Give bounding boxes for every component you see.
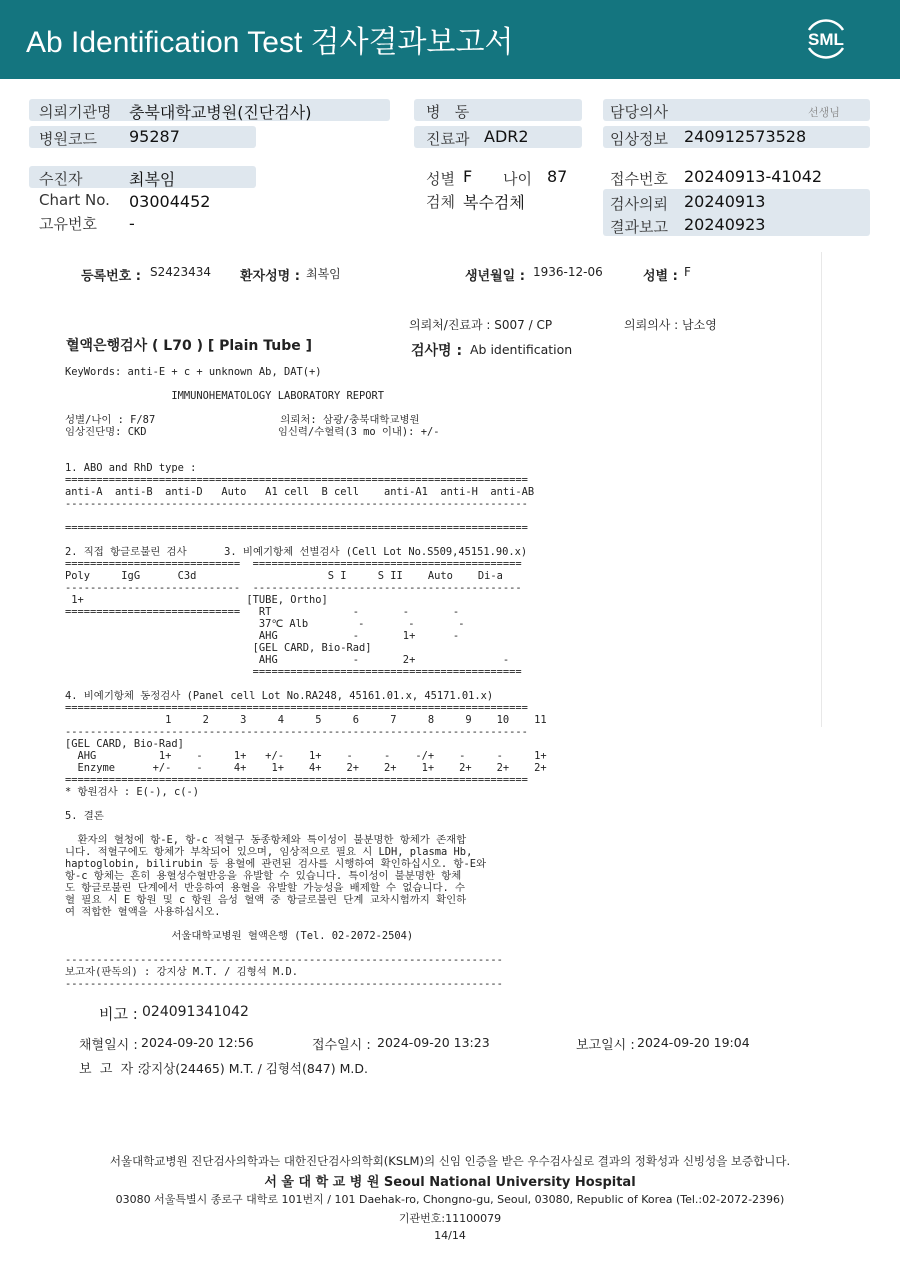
- collected-label: 채혈일시 :: [79, 1038, 138, 1053]
- footer-hospital-name: 서 울 대 학 교 병 원 Seoul National University Hospital: [264, 1175, 636, 1190]
- dept-label: 진료과: [426, 130, 470, 148]
- sex-value: F: [463, 167, 473, 186]
- unique-label: 고유번호: [39, 215, 97, 233]
- report-divider: [821, 252, 822, 727]
- rsex-value: F: [684, 265, 691, 279]
- report-line: KeyWords: anti-E + c + unknown Ab, DAT(+): [65, 366, 322, 378]
- report-line: 혈 필요 시 E 항원 및 c 항원 음성 혈액 중 항글로불린 단계 교차시험까지 확인하: [65, 894, 467, 906]
- patient-value: 최복임: [129, 170, 176, 189]
- test-title: 혈액은행검사 ( L70 ) [ Plain Tube ]: [66, 338, 313, 354]
- page-title: Ab Identification Test 검사결과보고서: [26, 26, 514, 59]
- clinical-label: 임상정보: [610, 130, 668, 148]
- age-value: 87: [547, 167, 568, 186]
- collected-value: 2024-09-20 12:56: [141, 1035, 254, 1050]
- report-line: AHG - 1+ -: [65, 630, 460, 642]
- request-value: 20240913: [684, 192, 766, 211]
- report-line: [GEL CARD, Bio-Rad]: [65, 738, 184, 750]
- report-line: ===========================================: [65, 666, 522, 678]
- report-line: [GEL CARD, Bio-Rad]: [65, 642, 372, 654]
- report-line: IMMUNOHEMATOLOGY LABORATORY REPORT: [65, 390, 385, 402]
- report-line: anti-A anti-B anti-D Auto A1 cell B cell anti-A1 anti-H anti-AB: [65, 486, 535, 498]
- report-line: 니다. 적혈구에도 항체가 부착되어 있으며, 임상적으로 필요 시 LDH, plasma Hb,: [65, 846, 473, 858]
- footer-certification: 서울대학교병원 진단검사의학과는 대한진단검사의학회(KSLM)의 신임 인증을 받은 우수검사실로 결과의 정확성과 신빙성을 보증합니다.: [109, 1154, 791, 1168]
- patient-label: 수진자: [39, 170, 83, 188]
- report-line: AHG 1+ - 1+ +/- 1+ - - -/+ - - 1+: [65, 750, 547, 762]
- chart-value: 03004452: [129, 192, 211, 211]
- report-line: Enzyme +/- - 4+ 1+ 4+ 2+ 2+ 1+ 2+ 2+ 2+: [65, 762, 547, 774]
- hospital-code-label: 병원코드: [39, 130, 97, 148]
- report-line: 4. 비예기항체 동정검사 (Panel cell Lot No.RA248, 45161.01.x, 45171.01.x): [65, 690, 494, 702]
- test-name-label: 검사명 :: [411, 343, 463, 359]
- reg-label: 등록번호 :: [81, 269, 141, 284]
- report-line: 항-c 항체는 흔히 용혈성수혈반응을 유발할 수 있습니다. 특이성이 불분명한 항체: [65, 870, 462, 882]
- report-line: ==========================================================================: [65, 522, 528, 534]
- received-label: 접수일시 :: [312, 1038, 371, 1053]
- specimen-value: 복수검체: [463, 193, 525, 212]
- note-label: 비고 :: [99, 1005, 138, 1023]
- report-line: ============================ RT - - -: [65, 606, 460, 618]
- report-line: 임상진단명: CKD 임신력/수혈력(3 mo 이내): +/-: [65, 426, 440, 438]
- page-number: 14/14: [434, 1229, 466, 1242]
- report-value: 20240923: [684, 215, 766, 234]
- report-text: [65, 366, 547, 990]
- report-line: 서울대학교병원 혈액은행 (Tel. 02-2072-2504): [65, 930, 414, 942]
- name-label: 환자성명 :: [240, 269, 300, 284]
- reported-label: 보고일시 :: [576, 1038, 635, 1053]
- report-line: ============================ ===========================================: [65, 558, 522, 570]
- receipt-value: 20240913-41042: [684, 167, 823, 186]
- report-line: ----------------------------------------------------------------------: [65, 978, 503, 990]
- report-line: ==========================================================================: [65, 474, 528, 486]
- institution-label: 의뢰기관명: [39, 103, 112, 121]
- rsex-label: 성별 :: [643, 269, 678, 284]
- report-line: 도 항글로불린 단계에서 반응하여 용혈을 유발할 가능성을 배제할 수 없습니다. 수: [65, 882, 466, 894]
- report-line: 2. 직접 항글로불린 검사 3. 비예기항체 선별검사 (Cell Lot No.S509,45151.90.x): [65, 546, 528, 558]
- footer-address: 03080 서울특별시 종로구 대학로 101번지 / 101 Daehak-ro, Chongno-gu, Seoul, 03080, Republic of Korea (Tel.:02-2072-2396): [115, 1193, 785, 1206]
- doctor-value: 선생님: [808, 106, 840, 119]
- dob-value: 1936-12-06: [533, 265, 603, 279]
- request-label: 검사의뢰: [610, 195, 668, 213]
- report-line: 5. 결론: [65, 810, 104, 822]
- doctor-label: 담당의사: [610, 103, 668, 121]
- clinical-value: 240912573528: [684, 127, 807, 146]
- sex-label: 성별: [426, 170, 455, 188]
- ward-label: 병 동: [426, 103, 470, 121]
- report-line: haptoglobin, bilirubin 등 용혈에 관련된 검사를 시행하여 확인하십시오. 항-E와: [65, 858, 487, 870]
- report-body: [65, 366, 547, 990]
- report-line: 1. ABO and RhD type :: [65, 462, 197, 474]
- report-line: AHG - 2+ -: [65, 654, 510, 666]
- req-dept: 의뢰처/진료과 : S007 / CP: [409, 318, 553, 332]
- report-line: --------------------------------------------------------------------------: [65, 726, 528, 738]
- hospital-code-value: 95287: [129, 127, 180, 146]
- received-value: 2024-09-20 13:23: [377, 1035, 490, 1050]
- reg-value: S2423434: [150, 265, 212, 279]
- unique-value: -: [129, 214, 135, 233]
- report-line: --------------------------------------------------------------------------: [65, 498, 528, 510]
- specimen-label: 검체: [426, 193, 455, 211]
- dob-label: 생년월일 :: [465, 269, 525, 284]
- test-name-value: Ab identification: [470, 342, 573, 357]
- report-line: 1 2 3 4 5 6 7 8 9 10 11: [65, 714, 547, 726]
- report-line: 환자의 혈청에 항-E, 항-c 적혈구 동종항체와 특이성이 불분명한 항체가 존재합: [65, 834, 467, 846]
- report-line: ----------------------------------------------------------------------: [65, 954, 503, 966]
- chart-label: Chart No.: [39, 191, 110, 209]
- report-line: * 항원검사 : E(-), c(-): [65, 786, 199, 798]
- reporter-label: 보 고 자 :: [79, 1062, 142, 1077]
- report-line: 37℃ Alb - - -: [65, 618, 465, 630]
- report-line: ---------------------------- -------------------------------------------: [65, 582, 522, 594]
- report-line: ==========================================================================: [65, 774, 528, 786]
- report-line: ==========================================================================: [65, 702, 528, 714]
- report-line: 성별/나이 : F/87 의뢰처: 삼광/충북대학교병원: [65, 414, 420, 426]
- institution-value: 충북대학교병원(진단검사): [129, 103, 312, 122]
- name-value: 최복임: [306, 267, 341, 281]
- note-value: 024091341042: [142, 1004, 249, 1020]
- sml-logo: [801, 14, 851, 64]
- report-line: 1+ [TUBE, Ortho]: [65, 594, 328, 606]
- reported-value: 2024-09-20 19:04: [637, 1035, 750, 1050]
- report-line: 보고자(판독의) : 강지상 M.T. / 김형석 M.D.: [65, 966, 299, 978]
- age-label: 나이: [503, 170, 532, 188]
- report-label: 결과보고: [610, 218, 668, 236]
- receipt-label: 접수번호: [610, 170, 668, 188]
- dept-value: ADR2: [484, 127, 529, 146]
- footer-institution-no: 기관번호:11100079: [398, 1212, 502, 1225]
- req-doctor: 의뢰의사 : 남소영: [624, 318, 717, 332]
- logo-text: SML: [808, 30, 844, 49]
- reporter-value: 강지상(24465) M.T. / 김형석(847) M.D.: [139, 1061, 368, 1076]
- report-line: 여 적합한 혈액을 사용하십시오.: [65, 906, 221, 918]
- report-line: Poly IgG C3d S I S II Auto Di-a: [65, 570, 503, 582]
